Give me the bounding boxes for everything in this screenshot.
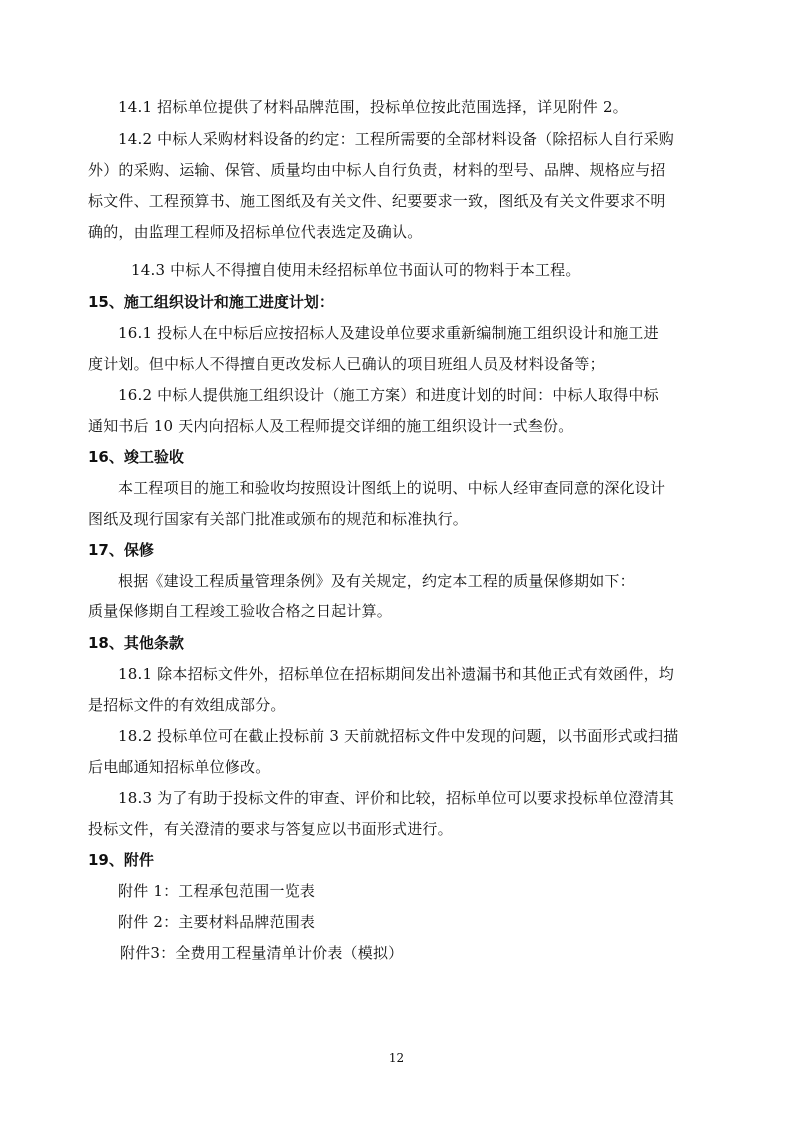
clause-16-2-line-2: 通知书后 10 天内向招标人及工程师提交详细的施工组织设计一式叁份。 [88,417,574,435]
attachment-1: 附件 1：工程承包范围一览表 [118,882,316,900]
clause-18-3-line-1: 18.3 为了有助于投标文件的审查、评价和比较，招标单位可以要求投标单位澄清其 [118,789,674,807]
attachment-3: 附件3：全费用工程量清单计价表（模拟） [120,944,404,962]
clause-14-2-line-2: 外）的采购、运输、保管、质量均由中标人自行负责，材料的型号、品牌、规格应与招 [88,161,666,179]
clause-18-3-line-2: 投标文件，有关澄清的要求与答复应以书面形式进行。 [88,820,453,838]
clause-18-2-line-2: 后电邮通知招标单位修改。 [88,758,271,776]
section-19-heading: 19、附件 [88,851,154,869]
clause-16-2-line-1: 16.2 中标人提供施工组织设计（施工方案）和进度计划的时间：中标人取得中标 [118,386,659,404]
clause-14-3: 14.3 中标人不得擅自使用未经招标单位书面认可的物料于本工程。 [131,261,581,279]
clause-18-1-line-2: 是招标文件的有效组成部分。 [88,696,286,714]
section-17-text-line-2: 质量保修期自工程竣工验收合格之日起计算。 [88,602,393,620]
section-18-heading: 18、其他条款 [88,634,184,652]
page-number: 12 [388,1051,405,1065]
clause-14-2-line-3: 标文件、工程预算书、施工图纸及有关文件、纪要要求一致，图纸及有关文件要求不明 [88,192,666,210]
clause-18-2-line-1: 18.2 投标单位可在截止投标前 3 天前就招标文件中发现的问题，以书面形式或扫描 [118,727,679,745]
clause-18-1-line-1: 18.1 除本招标文件外，招标单位在招标期间发出补遗漏书和其他正式有效函件，均 [118,665,674,683]
section-15-heading: 15、施工组织设计和施工进度计划： [88,293,334,311]
clause-14-2-line-4: 确的，由监理工程师及招标单位代表选定及确认。 [88,223,423,241]
section-16-text-line-2: 图纸及现行国家有关部门批准或颁布的规范和标准执行。 [88,510,469,528]
clause-16-1-line-1: 16.1 投标人在中标后应按招标人及建设单位要求重新编制施工组织设计和施工进 [118,324,659,342]
clause-14-2-line-1: 14.2 中标人采购材料设备的约定：工程所需要的全部材料设备（除招标人自行采购 [118,130,674,148]
section-17-heading: 17、保修 [88,541,154,559]
clause-14-1: 14.1 招标单位提供了材料品牌范围，投标单位按此范围选择，详见附件 2。 [118,98,628,116]
section-16-text-line-1: 本工程项目的施工和验收均按照设计图纸上的说明、中标人经审查同意的深化设计 [118,479,666,497]
attachment-2: 附件 2：主要材料品牌范围表 [118,913,316,931]
section-16-heading: 16、竣工验收 [88,448,184,466]
section-17-text-line-1: 根据《建设工程质量管理条例》及有关规定，约定本工程的质量保修期如下： [118,572,635,590]
clause-16-1-line-2: 度计划。但中标人不得擅自更改发标人已确认的项目班组人员及材料设备等； [88,355,605,373]
